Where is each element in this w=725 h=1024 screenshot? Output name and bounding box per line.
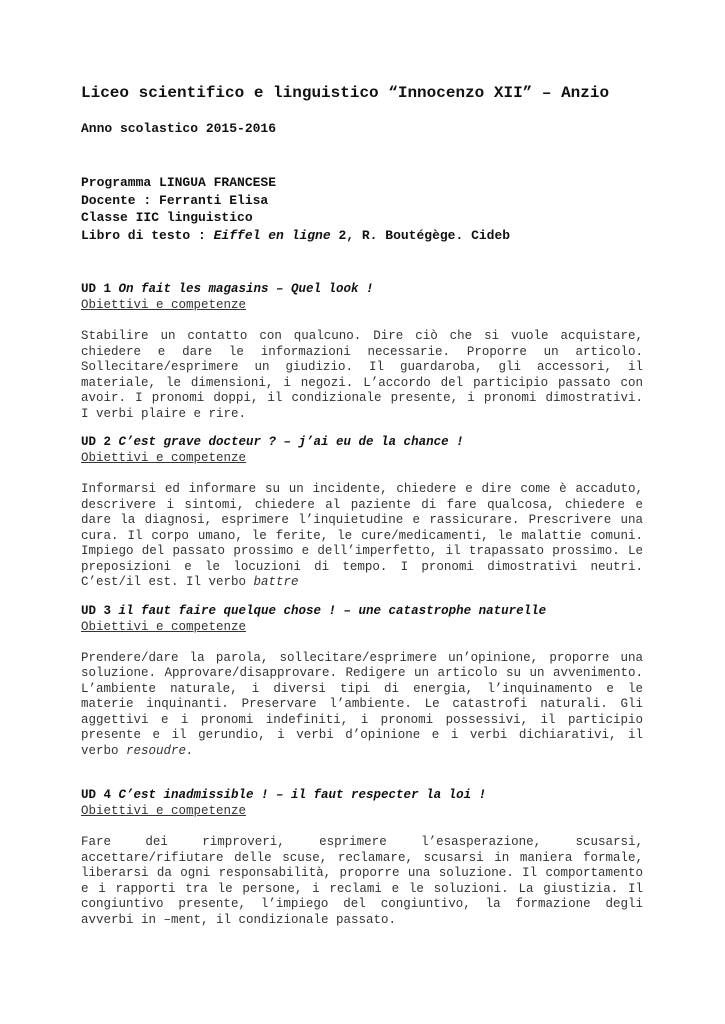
unit-heading — [81, 281, 643, 297]
unit-1 — [81, 281, 643, 422]
unit-title: C’est grave docteur ? – j’ai eu de la chance ! — [118, 435, 464, 449]
class-line: Classe IIC linguistico — [81, 210, 253, 225]
document-page — [81, 83, 643, 928]
unit-title: On fait les magasins – Quel look ! — [118, 282, 374, 296]
unit-label: UD 3 — [81, 603, 119, 618]
unit-heading — [81, 603, 643, 619]
course-info — [81, 174, 643, 244]
unit-subtitle: Obiettivi e competenze — [81, 451, 247, 465]
program-line: Programma LINGUA FRANCESE — [81, 175, 277, 190]
unit-body-text: Stabilire un contatto con qualcuno. Dire ciò che si vuole acquistare, chiedere e dare le informazioni necessarie. Proporre un articolo. Sollecitare/esprimere un giudizio. Il guardaroba, gli accessori, il materiale, le dimensioni, i negozi. L’accordo del participio passato con avoir. I pronomi doppi, il condizionale presente, i pronomi dimostrativi. I verbi plaire e rire. — [81, 329, 643, 421]
teacher-line: Docente : Ferranti Elisa — [81, 192, 269, 208]
unit-subtitle: Obiettivi e competenze — [81, 298, 247, 312]
unit-label: UD 4 — [81, 788, 119, 802]
document-title: Liceo scientifico e linguistico “Innocenzo XII” – Anzio — [81, 84, 610, 102]
unit-body-text: Informarsi ed informare su un incidente, chiedere e dire come è accaduto, descrivere i sintomi, chiedere al paziente di fare qualcosa, chiedere e dare la diagnosi, esprimere l’inquietudine e rassicurare. Prescrivere una cura. Il corpo umano, le ferite, le cure/medicamenti, le malattie comuni. Impiego del passato prossimo e dell’imperfetto, il trapassato prossimo. Le preposizioni e le locuzioni di tempo. I pronomi dimostrativi neutri. C’est/il est. Il verbo — [81, 482, 643, 589]
textbook-suffix: 2, R. Boutégège. Cideb — [330, 227, 511, 243]
unit-heading — [81, 787, 643, 803]
unit-body-text: Fare dei rimproveri, esprimere l’esasperazione, scusarsi, accettare/rifiutare delle scuse, reclamare, scusarsi in maniera formale, liberarsi da ogni responsabilità, proporre una soluzione. Il comportamento e i rapporti tra le persone, i reclami e le soluzioni. La giustizia. Il congiuntivo presente, l’impiego del congiuntivo, la formazione degli avverbi in –ment, il condizionale passato. — [81, 835, 643, 927]
unit-body-italic: resoudre. — [126, 743, 194, 758]
unit-body — [81, 482, 643, 591]
unit-body — [81, 651, 643, 760]
unit-subtitle: Obiettivi e competenze — [81, 804, 247, 818]
unit-label: UD 1 — [81, 282, 119, 296]
unit-body — [81, 329, 643, 422]
unit-4 — [81, 787, 643, 928]
unit-title: C’est inadmissible ! – il faut respecter la loi ! — [118, 788, 487, 802]
unit-body-italic: battre — [253, 575, 299, 589]
unit-body — [81, 835, 643, 928]
textbook-line — [81, 227, 643, 245]
unit-title: il faut faire quelque chose ! – une catastrophe naturelle — [118, 603, 547, 618]
unit-subtitle: Obiettivi e competenze — [81, 619, 247, 634]
textbook-prefix: Libro di testo : — [81, 227, 214, 243]
school-year: Anno scolastico 2015-2016 — [81, 121, 277, 136]
unit-2 — [81, 434, 643, 591]
unit-3 — [81, 603, 643, 760]
unit-body-text: Prendere/dare la parola, sollecitare/esprimere un’opinione, proporre una soluzione. Approvare/disapprovare. Redigere un articolo su un avvenimento. L’ambiente naturale, i diversi tipi di energia, l’inquinamento e le materie inquinanti. Preservare l’ambiente. Le catastrofi naturali. Gli aggettivi e i pronomi indefiniti, i pronomi possessivi, il participio presente e il gerundio, i verbi d’opinione e i verbi dichiarativi, il verbo — [81, 650, 643, 758]
unit-heading — [81, 434, 643, 450]
textbook-title: Eiffel en ligne — [213, 227, 331, 243]
unit-label: UD 2 — [81, 435, 119, 449]
